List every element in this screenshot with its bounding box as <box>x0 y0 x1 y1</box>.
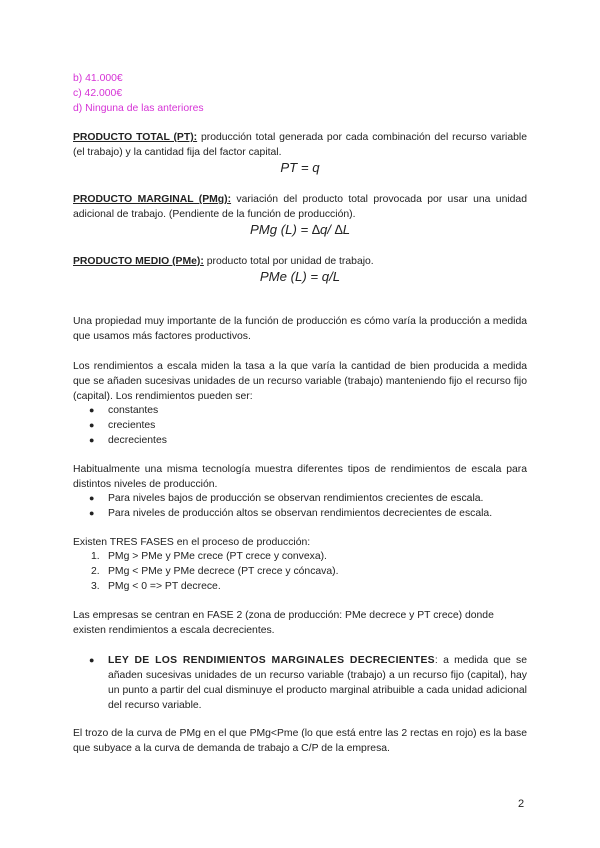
paragraph-rendimientos: Los rendimientos a escala miden la tasa a la que varía la cantidad de bien producida a medida que se añaden sucesivas unidades de un recurso variable (trabajo) manteniendo fijo el recurso fijo (capital). Los rendimientos pueden ser: <box>73 361 527 402</box>
list-item: ● decrecientes <box>73 433 527 448</box>
pme-definition <box>73 254 527 269</box>
pt-heading: PRODUCTO TOTAL (PT): <box>73 132 198 143</box>
option-b: b) 41.000€ <box>73 73 123 84</box>
pmg-text: variación del producto total provocada por usar una unidad adicional de trabajo. (Pendiente de la función de producción). <box>73 194 527 220</box>
pt-formula: PT = q <box>280 160 320 175</box>
pmg-heading: PRODUCTO MARGINAL (PMg): <box>73 194 232 205</box>
paragraph-production-property: Una propiedad muy importante de la función de producción es cómo varía la producción a medida que usamos más factores productivos. <box>73 316 527 342</box>
paragraph-tecnologia: Habitualmente una misma tecnología muestra diferentes tipos de rendimientos de escala para distintos niveles de producción. <box>73 464 527 490</box>
pt-text: producción total generada por cada combinación del recurso variable (el trabajo) y la cantidad fija del factor capital. <box>73 132 527 158</box>
list-item: ● crecientes <box>73 418 527 433</box>
list-item <box>73 653 527 713</box>
rendimientos-list <box>73 403 527 448</box>
option-c: c) 42.000€ <box>73 88 123 99</box>
pmg-formula: PMg (L) = ∆q/ ∆L <box>249 222 351 237</box>
page-number: 2 <box>518 798 525 810</box>
ley-heading: LEY DE LOS RENDIMIENTOS MARGINALES DECRECIENTES <box>108 655 435 666</box>
pme-text: producto total por unidad de trabajo. <box>203 256 374 267</box>
paragraph-fase2: Las empresas se centran en FASE 2 (zona de producción: PMe decrece y PT crece) donde existen rendimientos a escala decrecientes. <box>73 610 494 636</box>
ley-list <box>73 653 527 713</box>
list-item: 2. PMg < PMe y PMe decrece (PT crece y cóncava). <box>91 566 339 577</box>
niveles-list <box>73 491 527 521</box>
list-item: 3. PMg < 0 => PT decrece. <box>91 581 221 592</box>
option-d: d) Ninguna de las anteriores <box>73 103 204 114</box>
list-item: ● Para niveles bajos de producción se observan rendimientos crecientes de escala. <box>73 491 527 506</box>
list-item: ● Para niveles de producción altos se observan rendimientos decrecientes de escala. <box>73 506 527 521</box>
fases-list <box>73 549 527 594</box>
paragraph-fases: Existen TRES FASES en el proceso de producción: <box>73 537 311 548</box>
pme-formula: PMe (L) = q/L <box>259 269 341 284</box>
pme-heading: PRODUCTO MEDIO (PMe): <box>73 256 204 267</box>
answer-options <box>73 71 527 116</box>
pt-definition <box>73 130 527 160</box>
ley-text: : a medida que se añaden sucesivas unidades de un recurso variable (trabajo) a un recurso fijo (capital), hay un punto a partir del cual disminuye el producto marginal atribuible a cada unidad adicional del recurso variable. <box>108 655 527 711</box>
list-item: 1. PMg > PMe y PMe crece (PT crece y convexa). <box>91 551 327 562</box>
pmg-definition <box>73 192 527 222</box>
list-item: ● constantes <box>73 403 527 418</box>
paragraph-pmg-curve: El trozo de la curva de PMg en el que PMg<Pme (lo que está entre las 2 rectas en rojo) es la base que subyace a la curva de demanda de trabajo a C/P de la empresa. <box>73 728 527 754</box>
